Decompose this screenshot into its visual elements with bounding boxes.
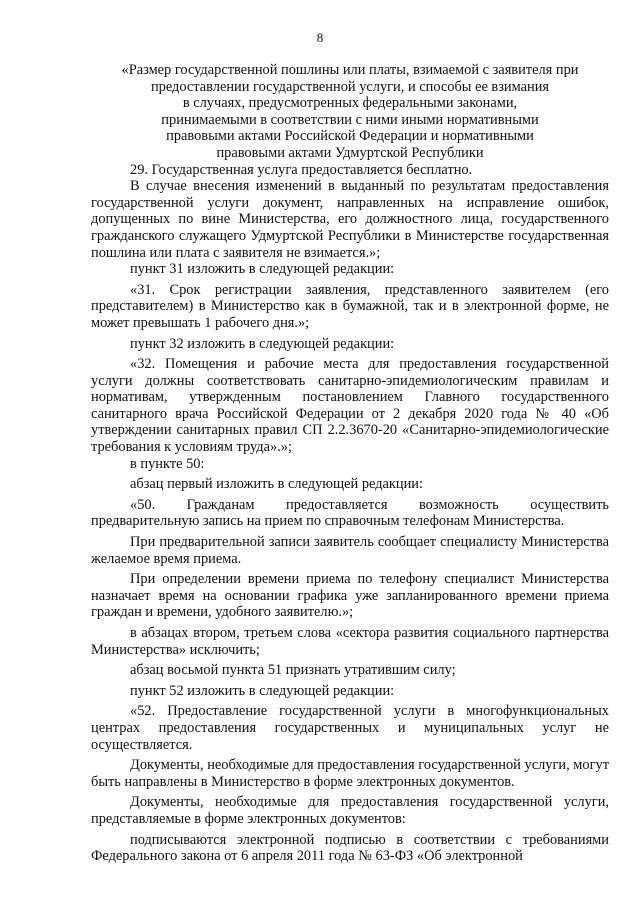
- heading-line: правовыми актами Удмуртской Республики: [216, 144, 484, 161]
- heading-line: правовыми актами Российской Федерации и нормативными: [166, 128, 534, 145]
- paragraph: абзац восьмой пункта 51 признать утратившим силу;: [130, 662, 456, 679]
- document-body: [91, 62, 609, 865]
- paragraph: В случае внесения изменений в выданный по результатам предоставления государственной услуги документ, направленных на исправление ошибок, допущенных по вине Министерства, его должностного лица, государственного гражданского служащего Удмуртской Республики в Министерстве государственная пошлина или плата с заявителя не взимается.»;: [91, 178, 609, 261]
- heading-line: принимаемыми в соответствии с ними иными нормативными: [161, 111, 539, 128]
- paragraph: «32. Помещения и рабочие места для предоставления государственной услуги должны соответствовать санитарно-эпидемиологическим правилам и нормативам, утвержденным постановлением Главного государственного санитарного врача Российской Федерации от 2 декабря 2020 года № 40 «Об утверждении санитарных правил СП 2.2.3670-20 «Санитарно-эпидемиологические требования к условиям труда».»;: [91, 356, 609, 456]
- paragraph: При предварительной записи заявитель сообщает специалисту Министерства желаемое время приема.: [91, 534, 609, 567]
- paragraph: 29. Государственная услуга предоставляется бесплатно.: [130, 161, 473, 178]
- paragraph: Документы, необходимые для предоставления государственной услуги, могут быть направлены в Министерство в форме электронных документов.: [91, 757, 609, 790]
- paragraph: «31. Срок регистрации заявления, представленного заявителем (его представителем) в Министерство как в бумажной, так и в электронной форме, не может превышать 1 рабочего дня.»;: [91, 281, 609, 331]
- page-number: 8: [316, 30, 324, 45]
- section-heading: [91, 62, 609, 162]
- paragraph: Документы, необходимые для предоставления государственной услуги, представляемые в форме электронных документов:: [91, 794, 609, 827]
- heading-line: «Размер государственной пошлины или платы, взимаемой с заявителя при: [121, 62, 579, 78]
- paragraph: в пункте 50:: [130, 455, 205, 472]
- paragraph: «52. Предоставление государственной услуги в многофункциональных центрах предоставления государственных и муниципальных услуг не осуществляется.: [91, 703, 609, 753]
- heading-line: предоставлении государственной услуги, и способы ее взимания: [150, 78, 550, 95]
- paragraph: подписываются электронной подписью в соответствии с требованиями Федерального закона от 6 апреля 2011 года № 63-ФЗ «Об электронной: [91, 831, 609, 865]
- paragraph: При определении времени приема по телефону специалист Министерства назначает время на основании графика уже запланированного времени приема граждан и времени, удобного заявителю.»;: [91, 571, 609, 621]
- paragraph: пункт 32 изложить в следующей редакции:: [130, 335, 395, 352]
- paragraph: пункт 31 изложить в следующей редакции:: [130, 261, 395, 278]
- paragraph: «50. Гражданам предоставляется возможность осуществить предварительную запись на прием по справочным телефонам Министерства.: [91, 496, 609, 530]
- paragraph: абзац первый изложить в следующей редакции:: [130, 476, 424, 493]
- paragraph: пункт 52 изложить в следующей редакции:: [130, 682, 395, 699]
- heading-line: в случаях, предусмотренных федеральными законами,: [182, 95, 518, 112]
- paragraph: в абзацах втором, третьем слова «сектора развития социального партнерства Министерства» исключить;: [91, 625, 609, 658]
